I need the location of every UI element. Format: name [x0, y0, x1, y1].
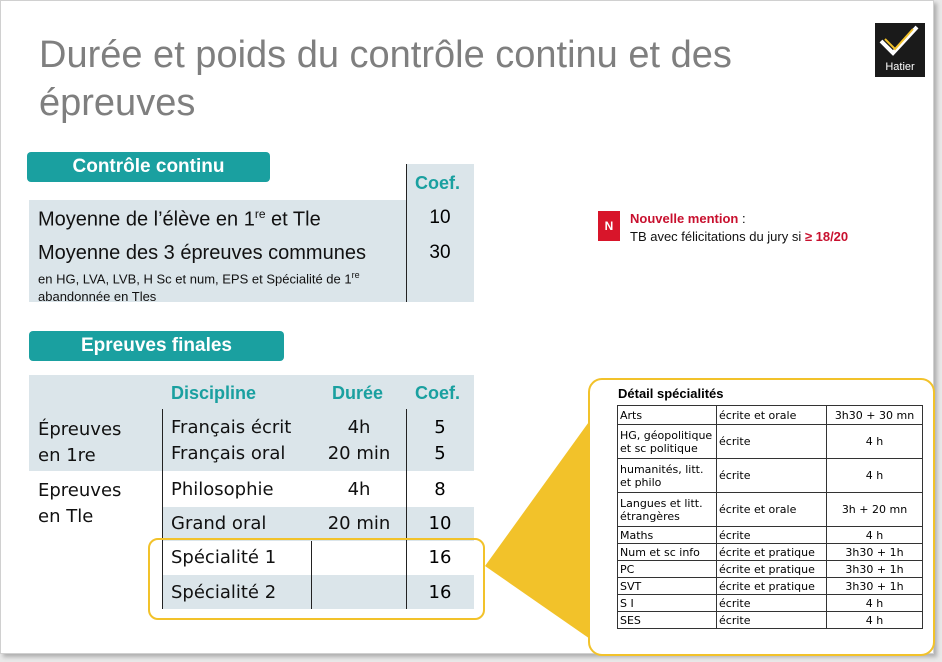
- detail-row: [618, 406, 923, 425]
- detail-cell-matiere: Num et sc info: [618, 544, 717, 561]
- detail-row: [618, 493, 923, 527]
- ef-group-1re-label: Épreuves en 1re: [38, 419, 122, 466]
- detail-cell-matiere: HG, géopolitique et sc politique: [618, 425, 717, 459]
- detail-row: [618, 595, 923, 612]
- detail-row: [618, 425, 923, 459]
- detail-cell-matiere: Langues et litt. étrangères: [618, 493, 717, 527]
- ef-coef-francais-ecrit: 5: [434, 417, 446, 438]
- cc-row-1-coef: 10: [429, 207, 451, 228]
- cc-row-2-sublabel: en HG, LVA, LVB, H Sc et num, EPS et Spécialité de 1re abandonnée en Tles: [38, 270, 360, 305]
- detail-cell-type: écrite: [717, 595, 827, 612]
- detail-row: [618, 578, 923, 595]
- detail-cell-duree: 3h30 + 30 mn: [827, 406, 923, 425]
- detail-cell-matiere: Arts: [618, 406, 717, 425]
- detail-row: [618, 612, 923, 629]
- detail-cell-duree: 3h30 + 1h: [827, 544, 923, 561]
- controle-continu-heading: Contrôle continu: [27, 152, 270, 182]
- ef-discipline-francais-oral: Français oral: [171, 443, 286, 464]
- cc-coef-header: Coef.: [415, 173, 460, 193]
- detail-cell-type: écrite et orale: [717, 406, 827, 425]
- detail-cell-matiere: SVT: [618, 578, 717, 595]
- cc-row-2-coef: 30: [429, 242, 451, 263]
- cc-row-1-label: Moyenne de l’élève en 1re et Tle: [38, 207, 321, 231]
- detail-specialites-title: Détail spécialités: [618, 386, 724, 401]
- detail-cell-type: écrite: [717, 459, 827, 493]
- detail-cell-duree: 4 h: [827, 425, 923, 459]
- detail-row: [618, 561, 923, 578]
- epreuves-finales-heading: Epreuves finales: [29, 331, 284, 361]
- mention-text-line: TB avec félicitations du jury si ≥ 18/20: [630, 229, 849, 244]
- ef-coef-specialite-2: 16: [428, 582, 452, 603]
- ef-discipline-specialite-1: Spécialité 1: [171, 547, 277, 568]
- detail-cell-duree: 4 h: [827, 459, 923, 493]
- detail-cell-duree: 4 h: [827, 527, 923, 544]
- slide-title: Durée et poids du contrôle continu et des épreuves: [39, 34, 732, 124]
- detail-cell-matiere: PC: [618, 561, 717, 578]
- ef-header-discipline: Discipline: [171, 383, 257, 403]
- cc-row-2-label: Moyenne des 3 épreuves communes: [38, 242, 366, 264]
- new-badge-icon: N: [598, 211, 620, 241]
- ef-group-tle-label: Epreuves en Tle: [38, 480, 122, 527]
- detail-cell-duree: 3h30 + 1h: [827, 578, 923, 595]
- ef-coef-philosophie: 8: [434, 479, 446, 500]
- detail-cell-duree: 3h30 + 1h: [827, 561, 923, 578]
- detail-cell-matiere: S I: [618, 595, 717, 612]
- detail-row: [618, 527, 923, 544]
- detail-cell-type: écrite et pratique: [717, 544, 827, 561]
- logo-text: Hatier: [885, 61, 915, 73]
- mention-title-line: Nouvelle mention :: [630, 211, 746, 226]
- detail-cell-type: écrite: [717, 612, 827, 629]
- specialites-highlight: [148, 538, 485, 620]
- detail-specialites-table: [617, 405, 923, 629]
- ef-duree-francais-ecrit: 4h: [347, 417, 371, 438]
- ef-coef-grand-oral: 10: [428, 513, 452, 534]
- ef-duree-philosophie: 4h: [347, 479, 371, 500]
- detail-cell-type: écrite et pratique: [717, 578, 827, 595]
- ef-duree-grand-oral: 20 min: [327, 513, 391, 534]
- ef-discipline-specialite-2: Spécialité 2: [171, 582, 277, 603]
- detail-cell-type: écrite et orale: [717, 493, 827, 527]
- ef-duree-francais-oral: 20 min: [327, 443, 391, 464]
- detail-cell-matiere: Maths: [618, 527, 717, 544]
- detail-cell-type: écrite: [717, 425, 827, 459]
- detail-cell-duree: 4 h: [827, 595, 923, 612]
- detail-cell-type: écrite et pratique: [717, 561, 827, 578]
- detail-cell-matiere: SES: [618, 612, 717, 629]
- detail-row: [618, 459, 923, 493]
- detail-row: [618, 544, 923, 561]
- ef-discipline-philosophie: Philosophie: [171, 479, 274, 500]
- detail-cell-type: écrite: [717, 527, 827, 544]
- detail-cell-matiere: humanités, litt. et philo: [618, 459, 717, 493]
- ef-discipline-grand-oral: Grand oral: [171, 513, 267, 534]
- ef-header-duree: Durée: [332, 383, 384, 403]
- ef-coef-francais-oral: 5: [434, 443, 446, 464]
- ef-discipline-francais-ecrit: Français écrit: [171, 417, 292, 438]
- ef-coef-specialite-1: 16: [428, 547, 452, 568]
- detail-cell-duree: 3h + 20 mn: [827, 493, 923, 527]
- detail-cell-duree: 4 h: [827, 612, 923, 629]
- ef-header-coef: Coef.: [415, 383, 460, 403]
- detail-specialites-box: [588, 378, 935, 656]
